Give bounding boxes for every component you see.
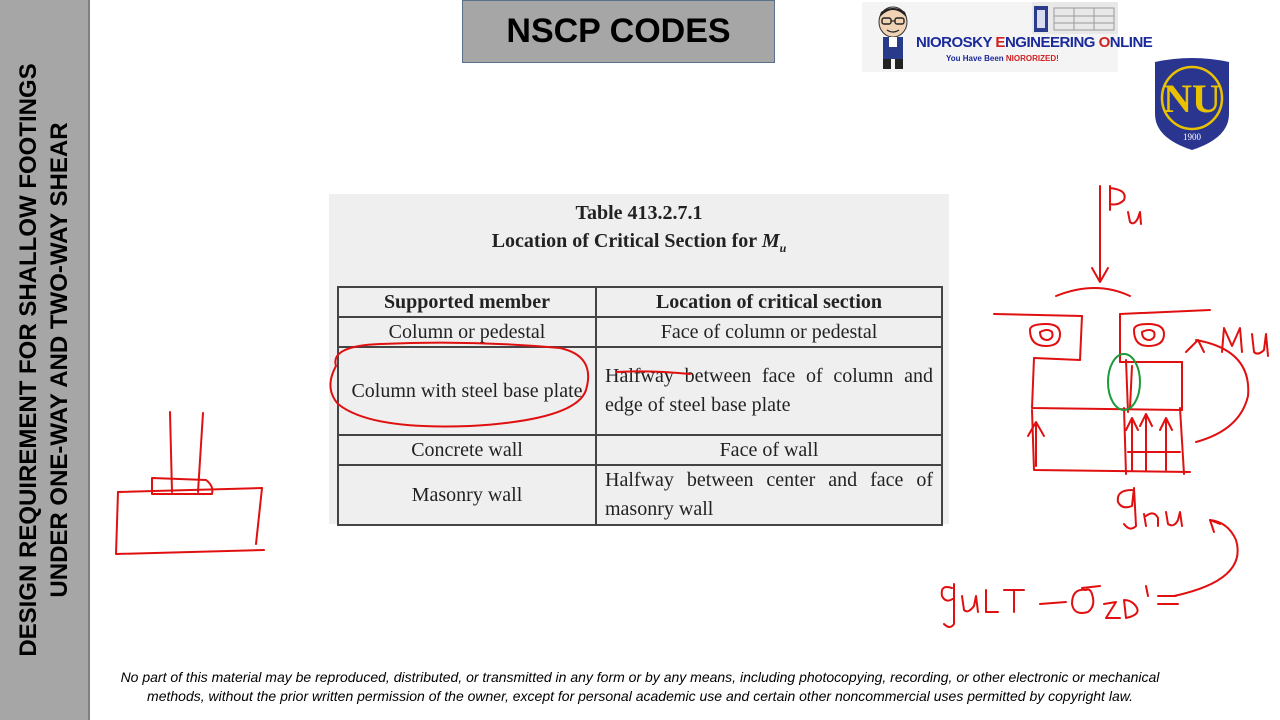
critical-section-cell: Halfway between face of column and edge of steel base plate: [596, 347, 942, 435]
table-caption-text: Location of Critical Section for: [491, 230, 762, 252]
table-header-row: [338, 287, 942, 317]
banner-brand-part-3: NGINEERING: [1004, 34, 1099, 51]
banner-tagline-part-2: NIORORIZED!: [1005, 54, 1059, 63]
table-row: [338, 347, 942, 435]
caricature-avatar-icon: [868, 4, 918, 70]
copyright-line-1: No part of this material may be reproduced, distributed, or transmitted in any form or by any means, including photocopying, recording, or other electronic or mechanical: [120, 669, 1160, 685]
table-row: [338, 465, 942, 525]
qnu-label-strokes: [1118, 488, 1182, 529]
critical-section-marker: [1108, 354, 1140, 410]
svg-text:NU: NU: [1163, 76, 1221, 121]
supported-member-cell: Masonry wall: [338, 465, 596, 525]
formula-strokes: [942, 584, 1178, 627]
table-caption-subscript: u: [779, 241, 787, 255]
table-row: [338, 435, 942, 465]
critical-section-cell: Face of column or pedestal: [596, 317, 942, 347]
critical-section-cell: Face of wall: [596, 435, 942, 465]
seal-year: 1900: [1183, 132, 1201, 142]
supported-member-cell: Column with steel base plate: [338, 347, 596, 435]
banner-tagline: [946, 54, 1059, 63]
load-arrow: [1092, 186, 1108, 282]
banner-brand-part-4: O: [1098, 34, 1110, 51]
slide-title: NSCP CODES: [506, 12, 731, 50]
sidebar-panel: [0, 0, 90, 720]
footing-section-sketch: [994, 288, 1248, 474]
niorosky-banner-logo: [862, 2, 1153, 72]
banner-tagline-part-1: You Have Been: [946, 54, 1006, 63]
critical-section-cell: Halfway between center and face of masonry wall: [596, 465, 942, 525]
column-footing-sketch-left: [116, 412, 264, 554]
pointer-arrow: [1174, 520, 1238, 596]
building-graphic-icon: [1032, 2, 1118, 34]
mu-label-strokes: [1222, 328, 1268, 356]
slide-title-box: [462, 0, 775, 63]
banner-brand-part-1: NIOROSKY: [916, 34, 992, 51]
nu-seal-logo: [1151, 56, 1233, 151]
column-header-critical-section: Location of critical section: [596, 287, 942, 317]
table-row: [338, 317, 942, 347]
pu-label-strokes: [1110, 186, 1141, 224]
copyright-notice: [90, 668, 1190, 706]
table-number: Table 413.2.7.1: [575, 202, 703, 224]
banner-brand-part-2: E: [991, 34, 1005, 51]
slide-topic-line-1: DESIGN REQUIREMENT FOR SHALLOW FOOTINGS: [15, 63, 42, 657]
banner-brand-part-5: NLINE: [1109, 34, 1153, 51]
supported-member-cell: Concrete wall: [338, 435, 596, 465]
table-caption: [329, 230, 949, 256]
column-header-supported-member: Supported member: [338, 287, 596, 317]
table-caption-symbol: M: [761, 230, 780, 252]
scanned-table-image: [329, 194, 949, 524]
critical-section-table: [337, 286, 943, 526]
slide-topic-line-2: UNDER ONE-WAY AND TWO-WAY SHEAR: [46, 122, 73, 598]
supported-member-cell: Column or pedestal: [338, 317, 596, 347]
copyright-line-2: methods, without the prior written permission of the owner, except for personal academic use and certain other noncommercial uses permitted by copyright law.: [147, 688, 1133, 704]
banner-brand-name: [916, 34, 1152, 51]
slide-topic-title: [13, 20, 75, 700]
